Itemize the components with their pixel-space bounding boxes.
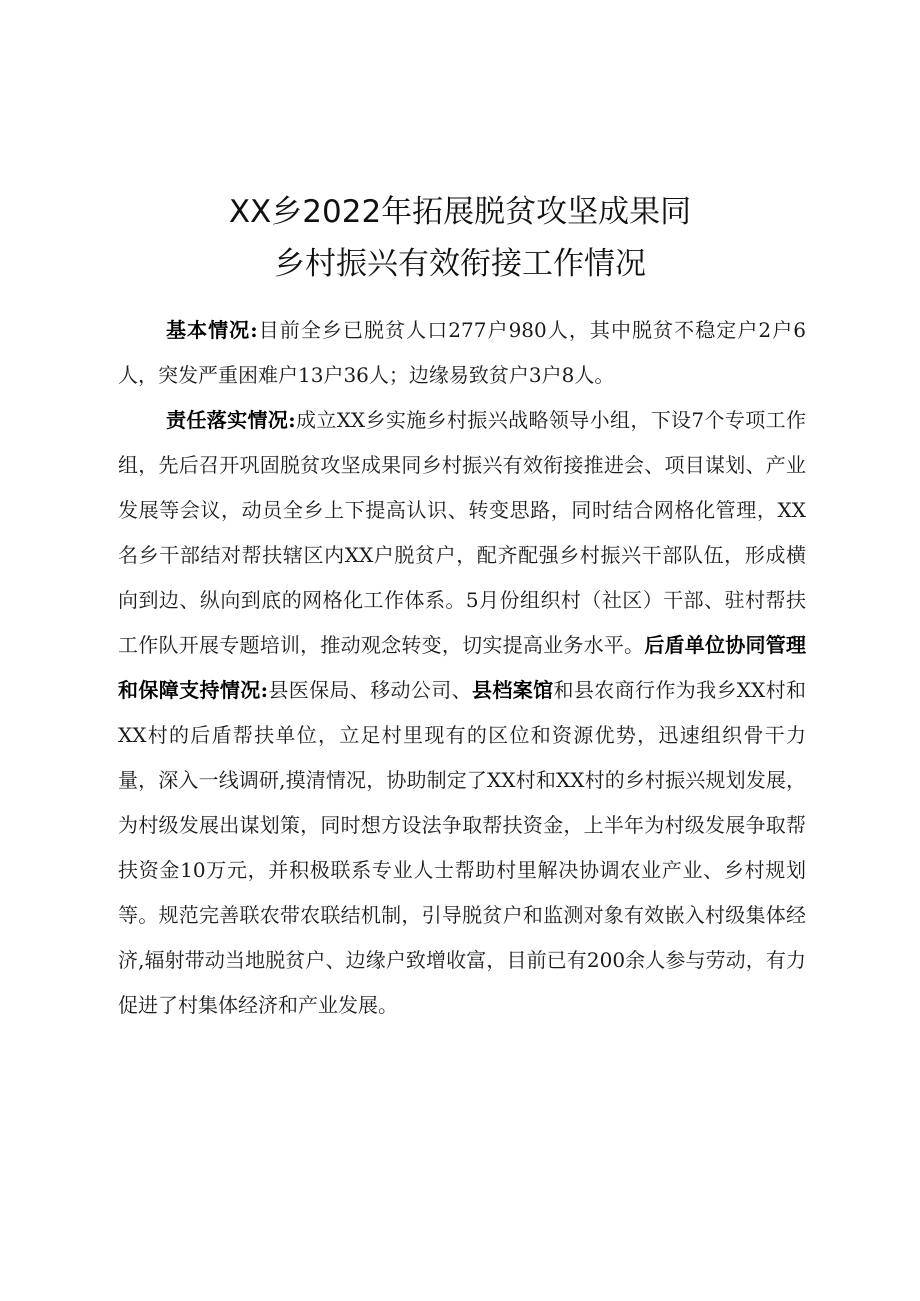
paragraph-text-basic: 目前全乡已脱贫人口277户980人，其中脱贫不稳定户2户6人，突发严重困难户13户36人；边缘易致贫户3户8人。 <box>118 318 806 387</box>
paragraph-text-responsibility: 成立XX乡实施乡村振兴战略领导小组，下设7个专项工作组，先后召开巩固脱贫攻坚成果同乡村振兴有效衔接推进会、项目谋划、产业发展等会议，动员全乡上下提高认识、转变思路，同时结合网格化管理，XX名乡干部结对帮扶辖区内XX户脱贫户，配齐配强乡村振兴干部队伍，形成横向到边、纵向到底的网格化工作体系。5月份组织村（社区）干部、驻村帮扶工作队开展专题培训，推动观念转变，切实提高业务水平。 <box>118 408 806 657</box>
paragraph-responsibility <box>118 398 806 1028</box>
paragraph-label-support: 后盾单位协同管理和保障支持情况: <box>118 633 807 702</box>
paragraph-text-support-a: 县医保局、移动公司、 <box>267 678 473 702</box>
paragraph-text-support-b: 和县农商行作为我乡XX村和XX村的后盾帮扶单位，立足村里现有的区位和资源优势，迅速组织骨干力量，深入一线调研,摸清情况，协助制定了XX村和XX村的乡村振兴规划发展，为村级发展出谋划策，同时想方设法争取帮扶资金，上半年为村级发展争取帮扶资金10万元，并积极联系专业人士帮助村里解决协调农业产业、乡村规划等。规范完善联农带农联结机制，引导脱贫户和监测对象有效嵌入村级集体经济,辐射带动当地脱贫户、边缘户致增收富，目前已有200余人参与劳动，有力促进了村集体经济和产业发展。 <box>118 678 807 1017</box>
paragraph-label-responsibility: 责任落实情况: <box>166 408 296 432</box>
document-title <box>0 186 920 290</box>
paragraph-basic-situation <box>118 308 806 398</box>
paragraph-label-basic: 基本情况: <box>166 318 258 342</box>
paragraph-label-archives: 县档案馆 <box>472 678 554 702</box>
title-line-1: XX乡2022年拓展脱贫攻坚成果同 <box>228 193 692 230</box>
title-line-2: 乡村振兴有效衔接工作情况 <box>274 245 646 282</box>
document-body <box>118 308 806 1028</box>
